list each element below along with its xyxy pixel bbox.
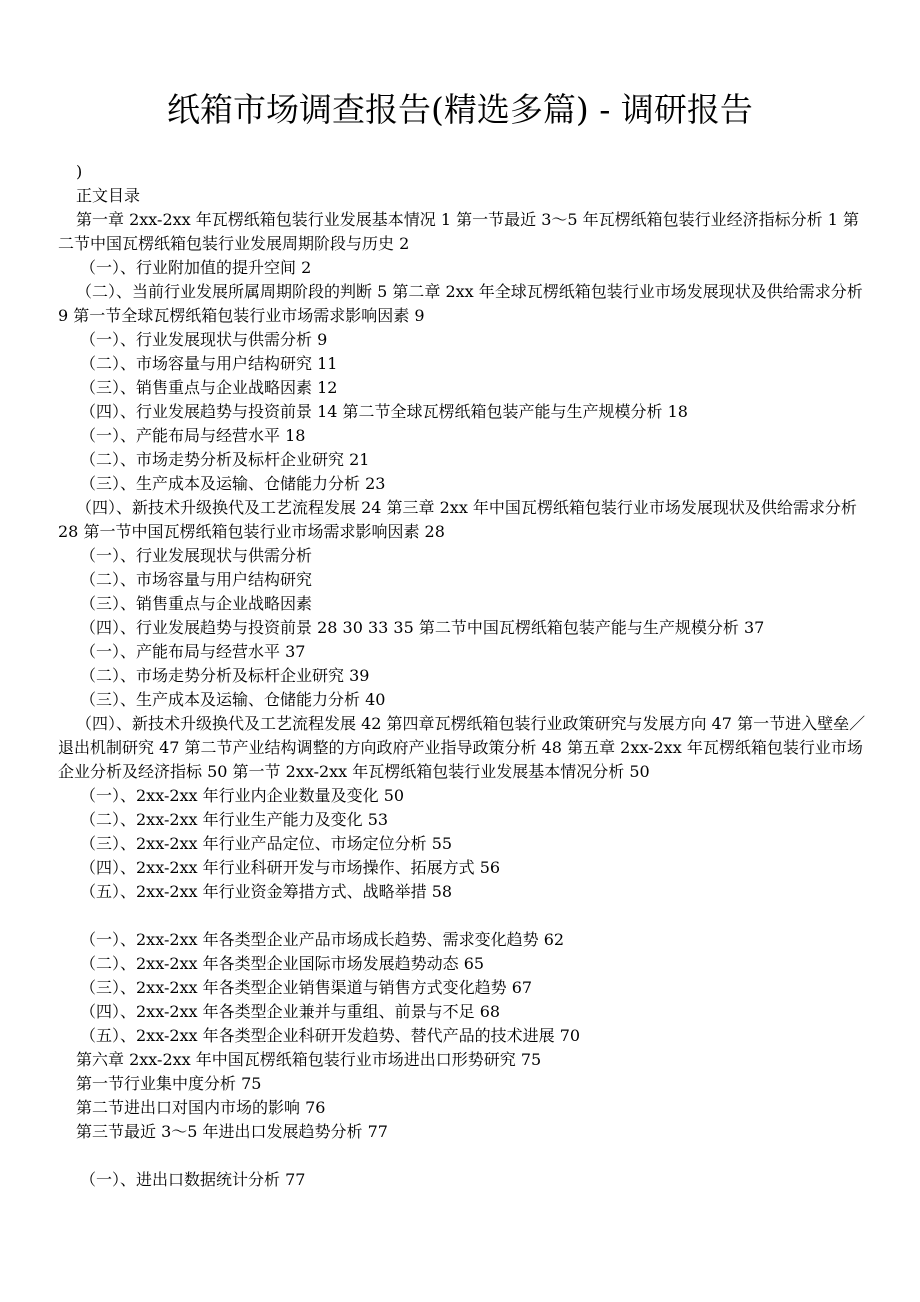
toc-item: （一）、行业附加值的提升空间 2 [80,258,312,277]
toc-section: 第二节进出口对国内市场的影响 76 [76,1098,326,1117]
toc-item: （二）、市场容量与用户结构研究 [80,570,313,589]
toc-chapter-1: 第一章 2xx-2xx 年瓦楞纸箱包装行业发展基本情况 1 第一节最近 3～5 年瓦楞纸箱包装行业经济指标分析 1 第二节中国瓦楞纸箱包装行业发展周期阶段与历史 2 [58,210,859,253]
toc-item: （二）、2xx-2xx 年行业生产能力及变化 53 [80,810,389,829]
toc-section: 第三节最近 3～5 年进出口发展趋势分析 77 [76,1122,388,1141]
toc-item: （五）、2xx-2xx 年行业资金筹措方式、战略举措 58 [80,882,453,901]
toc-item: （三）、2xx-2xx 年各类型企业销售渠道与销售方式变化趋势 67 [80,978,533,997]
blank-line [58,904,868,928]
toc-item: （五）、2xx-2xx 年各类型企业科研开发趋势、替代产品的技术进展 70 [80,1026,581,1045]
toc-chapter-3: （四）、新技术升级换代及工艺流程发展 24 第三章 2xx 年中国瓦楞纸箱包装行业市场发展现状及供给需求分析 28 第一节中国瓦楞纸箱包装行业市场需求影响因素 28 [58,498,857,541]
toc-chapter-4-5: （四）、新技术升级换代及工艺流程发展 42 第四章瓦楞纸箱包装行业政策研究与发展方向 47 第一节进入壁垒／退出机制研究 47 第二节产业结构调整的方向政府产业指导政策分析 48 第五章 2xx-2xx 年瓦楞纸箱包装行业市场企业分析及经济指标 50 第一节 2xx-2xx 年瓦楞纸箱包装行业发展基本情况分析 50 [58,714,866,781]
toc-chapter-6: 第六章 2xx-2xx 年中国瓦楞纸箱包装行业市场进出口形势研究 75 [76,1050,542,1069]
toc-item: （二）、市场走势分析及标杆企业研究 21 [80,450,370,469]
toc-item: （四）、行业发展趋势与投资前景 14 第二节全球瓦楞纸箱包装产能与生产规模分析 18 [80,402,688,421]
toc-item: （二）、2xx-2xx 年各类型企业国际市场发展趋势动态 65 [80,954,485,973]
toc-item: （一）、进出口数据统计分析 77 [80,1170,306,1189]
toc-item: （一）、行业发展现状与供需分析 [80,546,313,565]
toc-item: （三）、生产成本及运输、仓储能力分析 23 [80,474,386,493]
toc-heading: 正文目录 [76,186,141,205]
toc-item: （一）、2xx-2xx 年各类型企业产品市场成长趋势、需求变化趋势 62 [80,930,565,949]
toc-item: （一）、产能布局与经营水平 18 [80,426,306,445]
toc-item: （四）、2xx-2xx 年行业科研开发与市场操作、拓展方式 56 [80,858,501,877]
table-of-contents [58,160,868,1192]
toc-item: （三）、生产成本及运输、仓储能力分析 40 [80,690,386,709]
document-title: 纸箱市场调查报告(精选多篇) - 调研报告 [167,90,753,129]
toc-item: （二）、市场容量与用户结构研究 11 [80,354,338,373]
toc-chapter-2: （二）、当前行业发展所属周期阶段的判断 5 第二章 2xx 年全球瓦楞纸箱包装行业市场发展现状及供给需求分析 9 第一节全球瓦楞纸箱包装行业市场需求影响因素 9 [58,282,863,325]
blank-line [58,1144,868,1168]
toc-line: ) [76,162,83,181]
toc-item: （三）、2xx-2xx 年行业产品定位、市场定位分析 55 [80,834,453,853]
toc-item: （三）、销售重点与企业战略因素 [80,594,313,613]
toc-item: （四）、2xx-2xx 年各类型企业兼并与重组、前景与不足 68 [80,1002,501,1021]
toc-item: （一）、行业发展现状与供需分析 9 [80,330,328,349]
toc-item: （二）、市场走势分析及标杆企业研究 39 [80,666,370,685]
toc-item: （一）、产能布局与经营水平 37 [80,642,306,661]
toc-item: （三）、销售重点与企业战略因素 12 [80,378,338,397]
toc-item: （四）、行业发展趋势与投资前景 28 30 33 35 第二节中国瓦楞纸箱包装产能与生产规模分析 37 [80,618,765,637]
toc-item: （一）、2xx-2xx 年行业内企业数量及变化 50 [80,786,405,805]
toc-section: 第一节行业集中度分析 75 [76,1074,262,1093]
